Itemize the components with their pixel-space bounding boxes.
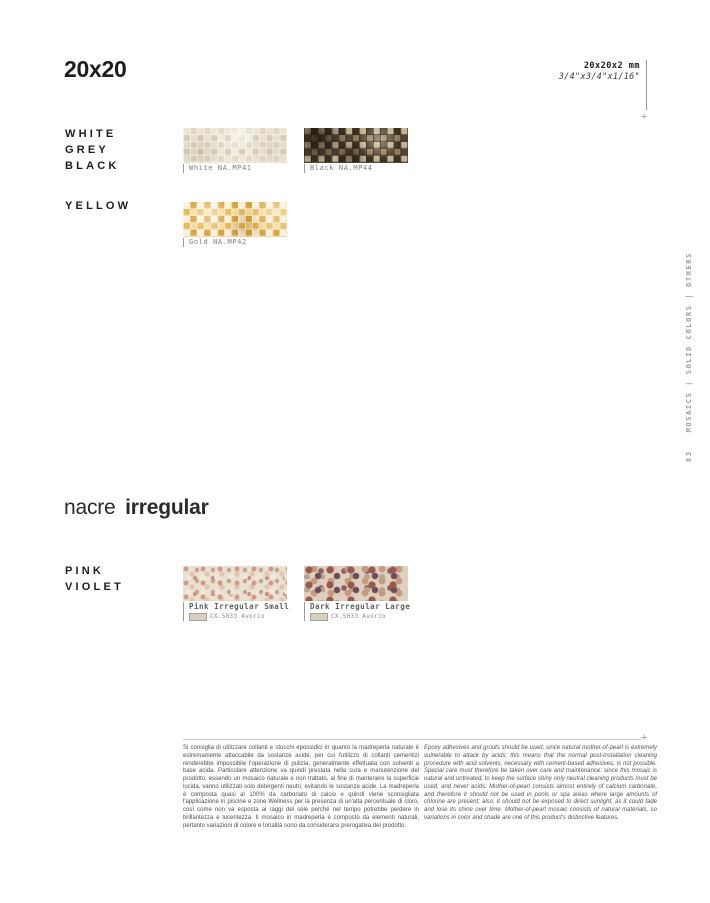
page-title: 20x20 — [64, 56, 127, 82]
heading-nacre: nacre — [64, 496, 116, 519]
section-heading-nacre-irregular — [64, 496, 209, 520]
color-label-pink: PINK — [65, 565, 105, 577]
footer-divider — [183, 739, 641, 740]
product-image-black-mosaic — [304, 128, 408, 163]
color-swatch-avorio — [310, 613, 328, 621]
registration-mark-icon: + — [641, 732, 648, 744]
color-group-label-pink-violet — [65, 563, 124, 595]
product-caption: Gold NA.MP42 — [183, 238, 247, 247]
heading-irregular: irregular — [125, 496, 209, 519]
format-block — [440, 61, 640, 82]
page-number: 83 — [685, 450, 693, 462]
product-code-row — [189, 613, 289, 621]
product-code: CX.S033 Avorio — [210, 613, 265, 620]
footnote-english: Epoxy adhesives and grouts should be used, since natural mother-of-pearl is extremely vulnerable to attack by acids; this means that the normal post-installation cleaning procedure with acid solvents, necessary with cement-based adhesives, is not possible. Special care must therefore be taken over care and maintenance: since this mosaic is natural and untreated, to keep the surface shiny only neutral cleaning products must be used, and never acids. Mother-of-pearl consists almost entirely of calcium carbonate, and therefore it should not be used in pools or spa areas where large amounts of chlorine are present; also, it should not be exposed to direct sunlight, as it could fade and lose its shine over time. Mother-of-pearl mosaic consists of natural materials, so variations in color and shade are one of this product's distinctive features. — [424, 745, 657, 821]
color-label-violet: VIOLET — [65, 581, 124, 593]
format-size-inch: 3/4"x3/4"x1/16" — [558, 72, 640, 82]
registration-mark-icon: + — [641, 111, 648, 123]
product-image-pink-irregular — [183, 566, 287, 601]
color-label-white: WHITE — [65, 128, 117, 140]
product-code-row — [310, 613, 410, 621]
crop-rule — [646, 60, 647, 110]
color-label-black: BLACK — [65, 160, 120, 172]
format-size-mm: 20x20x2 mm — [583, 61, 640, 71]
color-label-grey: GREY — [65, 144, 109, 156]
product-caption: White NA.MP41 — [183, 164, 252, 173]
color-label-yellow: YELLOW — [65, 200, 132, 212]
product-name: Pink Irregular Small — [189, 602, 290, 611]
product-image-gold-mosaic — [183, 202, 287, 237]
footnote-italian: Si consiglia di utilizzare collanti e stucchi epossidici in quanto la madreperla naturale è estremamente attaccabile da sostanze acide, per cui l'utilizzo di collanti cementizi renderebbe impossibile l'operazione di pulizia, generalmente effettuata con solventi a base acida. Particolare attenzione va quindi prestata nella cura e manutenzione del prodotto: essendo un mosaico naturale e non trattato, al fine di mantenere la superficie lucida, vanno utilizzati solo detergenti neutri, evitando le sostanze acide. La madreperla è composta quasi al 100% da carbonato di calcio e quindi viene sconsigliata l'applicazione in piscine e zone Wellness per la presenza di un'alta percentuale di cloro, così come non va esposta ai raggi del sole perché nel tempo potrebbe perdere in brillantezza e lucentezza. Il mosaico in madreperla è composto da elementi naturali, pertanto variazioni di colore e tonalità sono da considerarsi prerogativa del prodotto. — [183, 745, 419, 829]
color-swatch-avorio — [189, 613, 207, 621]
product-image-dark-irregular — [304, 566, 408, 601]
product-name: Dark Irregular Large — [310, 602, 411, 611]
product-caption-block — [183, 602, 289, 621]
product-code: CX.S033 Avorio — [331, 613, 386, 620]
page-sidebar-index — [684, 252, 694, 462]
breadcrumb: MOSAICS | SOLID COLORS | OTHERS — [685, 252, 693, 433]
color-group-label-white-grey-black — [65, 126, 120, 174]
color-group-label-yellow — [65, 198, 131, 214]
product-caption-block — [304, 602, 410, 621]
product-caption: Black NA.MP44 — [304, 164, 373, 173]
product-image-white-mosaic — [183, 128, 287, 163]
